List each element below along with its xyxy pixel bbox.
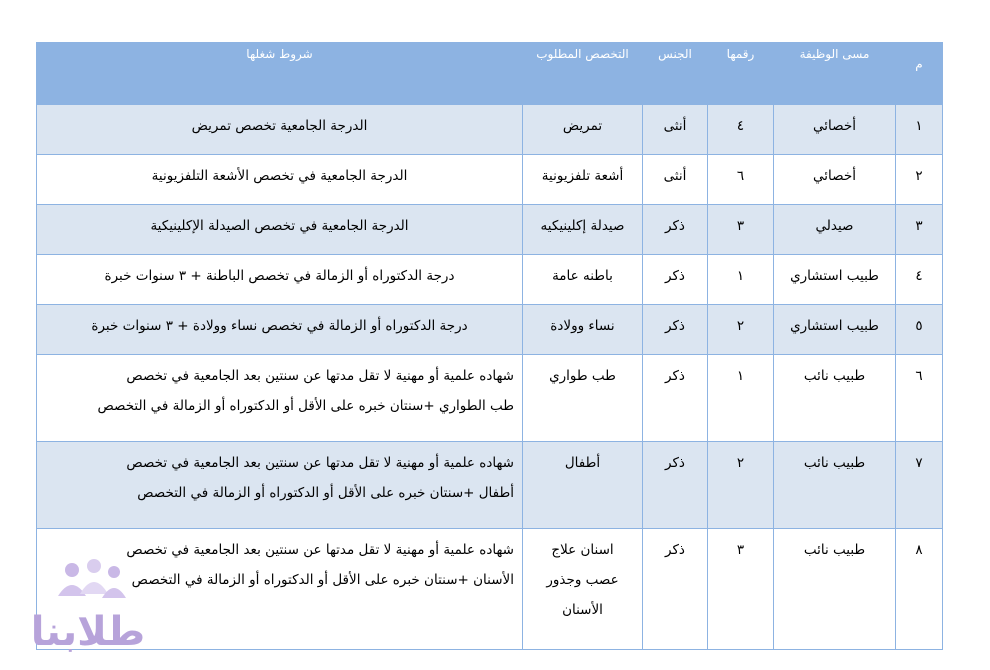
specialty-line: باطنه عامة bbox=[552, 268, 613, 284]
cell-gender: ذكر bbox=[643, 355, 708, 442]
cell-specialty bbox=[523, 105, 643, 155]
cell-title: أخصائي bbox=[774, 105, 896, 155]
cell-count: ١ bbox=[708, 255, 774, 305]
header-specialty: التخصص المطلوب bbox=[523, 43, 643, 105]
requirements-line: الأسنان +سنتان خبره على الأقل أو الدكتوراه أو الزمالة في التخصص bbox=[131, 572, 514, 588]
cell-specialty bbox=[523, 255, 643, 305]
cell-specialty bbox=[523, 442, 643, 529]
cell-count: ٢ bbox=[708, 305, 774, 355]
table-row bbox=[37, 105, 943, 155]
cell-count: ٦ bbox=[708, 155, 774, 205]
cell-count: ٢ bbox=[708, 442, 774, 529]
header-count: رقمها bbox=[708, 43, 774, 105]
cell-requirements bbox=[37, 305, 523, 355]
cell-title: طبيب نائب bbox=[774, 442, 896, 529]
table-row bbox=[37, 255, 943, 305]
requirements-line: طب الطواري +سنتان خبره على الأقل أو الدكتوراه أو الزمالة في التخصص bbox=[97, 398, 514, 414]
cell-num: ٦ bbox=[896, 355, 943, 442]
cell-num: ٢ bbox=[896, 155, 943, 205]
header-title: مسى الوظيفة bbox=[774, 43, 896, 105]
specialty-line: الأسنان bbox=[562, 602, 603, 618]
cell-requirements bbox=[37, 155, 523, 205]
cell-gender: ذكر bbox=[643, 205, 708, 255]
specialty-line: أطفال bbox=[564, 455, 601, 471]
cell-count: ٣ bbox=[708, 529, 774, 650]
cell-num: ٣ bbox=[896, 205, 943, 255]
cell-specialty bbox=[523, 155, 643, 205]
watermark-logo bbox=[22, 556, 154, 656]
table-row bbox=[37, 442, 943, 529]
cell-gender: ذكر bbox=[643, 255, 708, 305]
table-row bbox=[37, 355, 943, 442]
cell-title: طبيب استشاري bbox=[774, 305, 896, 355]
requirements-line: شهاده علمية أو مهنية لا تقل مدتها عن سنتين بعد الجامعية في تخصص bbox=[126, 368, 514, 384]
header-gender: الجنس bbox=[643, 43, 708, 105]
requirements-line: درجة الدكتوراه أو الزمالة في تخصص الباطنة + ٣ سنوات خبرة bbox=[104, 268, 455, 284]
cell-num: ٧ bbox=[896, 442, 943, 529]
cell-requirements bbox=[37, 255, 523, 305]
cell-count: ٤ bbox=[708, 105, 774, 155]
cell-title: طبيب استشاري bbox=[774, 255, 896, 305]
table-row bbox=[37, 529, 943, 650]
specialty-line: عصب وجذور bbox=[546, 572, 619, 588]
cell-requirements bbox=[37, 355, 523, 442]
requirements-line: أطفال +سنتان خبره على الأقل أو الدكتوراه أو الزمالة في التخصص bbox=[137, 485, 514, 501]
requirements-line: شهاده علمية أو مهنية لا تقل مدتها عن سنتين بعد الجامعية في تخصص bbox=[126, 542, 514, 558]
cell-num: ٤ bbox=[896, 255, 943, 305]
watermark-text: طلابنا bbox=[30, 609, 146, 655]
requirements-line: الدرجة الجامعية في تخصص الصيدلة الإكلينيكية bbox=[150, 218, 409, 234]
table-row bbox=[37, 305, 943, 355]
cell-count: ٣ bbox=[708, 205, 774, 255]
header-row bbox=[37, 43, 943, 105]
header-requirements: شروط شغلها bbox=[37, 43, 523, 105]
cell-specialty bbox=[523, 355, 643, 442]
specialty-line: طب طواري bbox=[549, 368, 616, 384]
requirements-line: شهاده علمية أو مهنية لا تقل مدتها عن سنتين بعد الجامعية في تخصص bbox=[126, 455, 514, 471]
cell-requirements bbox=[37, 205, 523, 255]
cell-title: طبيب نائب bbox=[774, 355, 896, 442]
cell-gender: أنثى bbox=[643, 155, 708, 205]
header-num: م bbox=[896, 43, 943, 105]
requirements-line: الدرجة الجامعية في تخصص الأشعة التلفزيونية bbox=[151, 168, 408, 184]
specialty-line: نساء وولادة bbox=[550, 318, 615, 334]
requirements-line: الدرجة الجامعية تخصص تمريض bbox=[191, 118, 368, 134]
cell-requirements bbox=[37, 105, 523, 155]
specialty-line: صيدلة إكلينيكيه bbox=[540, 218, 625, 234]
cell-num: ٨ bbox=[896, 529, 943, 650]
cell-title: صيدلي bbox=[774, 205, 896, 255]
cell-title: طبيب نائب bbox=[774, 529, 896, 650]
cell-title: أخصائي bbox=[774, 155, 896, 205]
cell-gender: ذكر bbox=[643, 442, 708, 529]
cell-num: ١ bbox=[896, 105, 943, 155]
jobs-table bbox=[36, 42, 943, 650]
specialty-line: أشعة تلفزيونية bbox=[541, 168, 624, 184]
cell-gender: أنثى bbox=[643, 105, 708, 155]
cell-specialty bbox=[523, 305, 643, 355]
specialty-line: تمريض bbox=[562, 118, 603, 134]
table-row bbox=[37, 205, 943, 255]
cell-count: ١ bbox=[708, 355, 774, 442]
cell-gender: ذكر bbox=[643, 305, 708, 355]
cell-requirements bbox=[37, 442, 523, 529]
cell-gender: ذكر bbox=[643, 529, 708, 650]
cell-specialty bbox=[523, 205, 643, 255]
cell-num: ٥ bbox=[896, 305, 943, 355]
specialty-line: اسنان علاج bbox=[551, 542, 614, 558]
table-row bbox=[37, 155, 943, 205]
cell-specialty bbox=[523, 529, 643, 650]
logo-figures-icon bbox=[22, 556, 154, 616]
requirements-line: درجة الدكتوراه أو الزمالة في تخصص نساء وولادة + ٣ سنوات خبرة bbox=[91, 318, 468, 334]
